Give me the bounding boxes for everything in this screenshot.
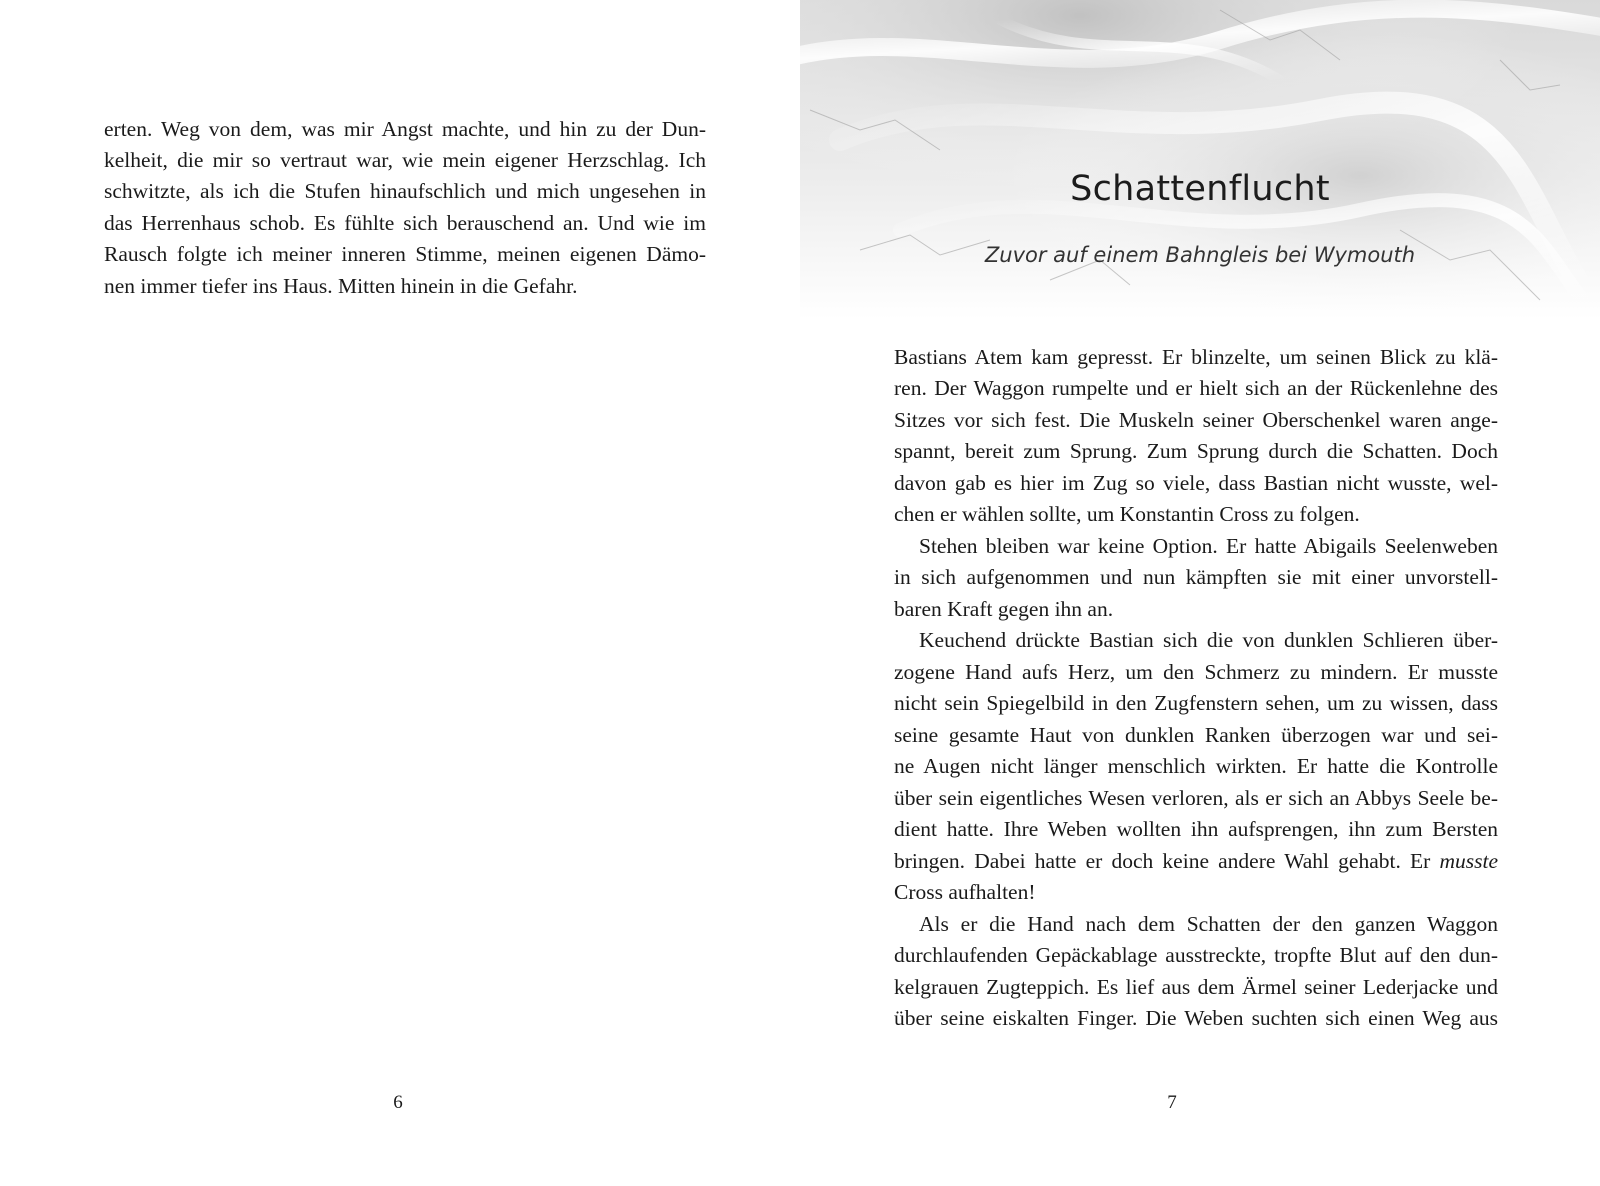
text-line: kelheit, die mir so vertraut war, wie mein eigener Herzschlag. Ich xyxy=(104,148,706,172)
page-number: 7 xyxy=(1167,1092,1177,1113)
text-line: ren. Der Waggon rumpelte und er hielt sich an der Rückenlehne des xyxy=(894,376,1498,400)
text-line xyxy=(894,845,1498,877)
text-line: Keuchend drückte Bastian sich die von dunklen Schlieren über- xyxy=(919,628,1498,652)
text-line: über seine eiskalten Finger. Die Weben suchten sich einen Weg aus xyxy=(894,1006,1498,1030)
text-line: durchlaufenden Gepäckablage ausstreckte, tropfte Blut auf den dun- xyxy=(894,943,1498,967)
text-line: Bastians Atem kam gepresst. Er blinzelte, um seinen Blick zu klä- xyxy=(894,345,1498,369)
text-line: kelgrauen Zugteppich. Es lief aus dem Ärmel seiner Lederjacke und xyxy=(894,975,1498,999)
text-line: schwitzte, als ich die Stufen hinaufschlich und mich ungesehen in xyxy=(104,179,706,203)
text-line: Rausch folgte ich meiner inneren Stimme, meinen eigenen Dämo- xyxy=(104,242,706,266)
chapter-title: Schattenflucht xyxy=(1070,169,1330,209)
text-line: Als er die Hand nach dem Schatten der den ganzen Waggon xyxy=(919,912,1498,936)
text-line: Sitzes vor sich fest. Die Muskeln seiner Oberschenkel waren ange- xyxy=(894,408,1498,432)
page-number: 6 xyxy=(393,1092,403,1113)
text-line: dient hatte. Ihre Weben wollten ihn aufsprengen, ihn zum Bersten xyxy=(894,817,1498,841)
text-line: Cross aufhalten! xyxy=(894,880,1036,904)
text-line: davon gab es hier im Zug so viele, dass Bastian nicht wusste, wel- xyxy=(894,471,1498,495)
text-line: zogene Hand aufs Herz, um den Schmerz zu mindern. Er musste xyxy=(894,660,1498,684)
emphasis-text: musste xyxy=(1439,849,1499,873)
text-line: ne Augen nicht länger menschlich wirkten. Er hatte die Kontrolle xyxy=(894,754,1498,778)
text-line: Stehen bleiben war keine Option. Er hatte Abigails Seelenweben xyxy=(919,534,1498,558)
text-segment: bringen. Dabei hatte er doch keine andere Wahl gehabt. Er xyxy=(894,849,1431,873)
text-line: baren Kraft gegen ihn an. xyxy=(894,597,1114,621)
text-line: spannt, bereit zum Sprung. Zum Sprung durch die Schatten. Doch xyxy=(894,439,1498,463)
text-line: chen er wählen sollte, um Konstantin Cross zu folgen. xyxy=(894,502,1360,526)
chapter-header-illustration xyxy=(800,0,1600,320)
text-line: das Herrenhaus schob. Es fühlte sich berauschend an. Und wie im xyxy=(104,211,706,235)
right-page xyxy=(800,0,1600,1186)
text-line: über sein eigentliches Wesen verloren, als er sich an Abbys Seele be- xyxy=(894,786,1498,810)
text-line: nicht sein Spiegelbild in den Zugfenstern sehen, um zu wissen, dass xyxy=(894,691,1498,715)
text-line: seine gesamte Haut von dunklen Ranken überzogen war und sei- xyxy=(894,723,1498,747)
text-line: in sich aufgenommen und nun kämpften sie mit einer unvorstell- xyxy=(894,565,1498,589)
chapter-subtitle: Zuvor auf einem Bahngleis bei Wymouth xyxy=(984,243,1416,267)
text-line: nen immer tiefer ins Haus. Mitten hinein in die Gefahr. xyxy=(104,274,578,298)
text-line: erten. Weg von dem, was mir Angst machte, und hin zu der Dun- xyxy=(104,117,706,141)
